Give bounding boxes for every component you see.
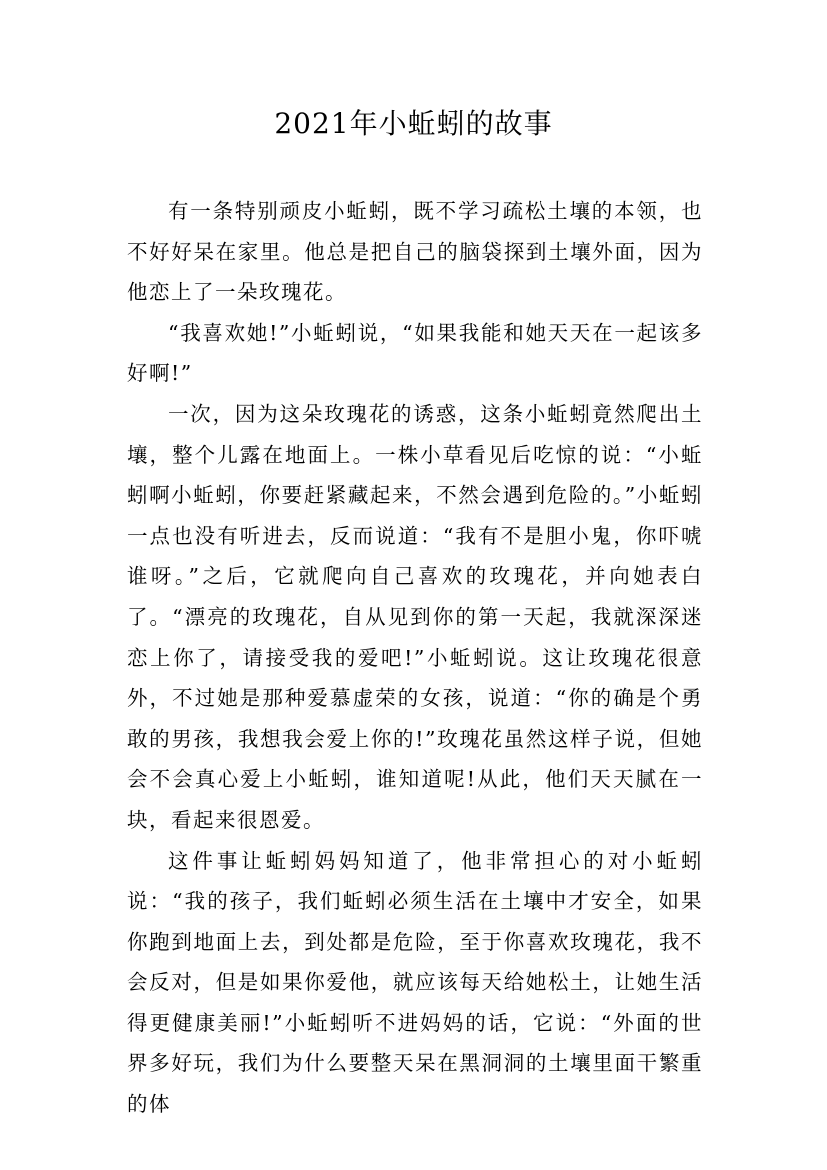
paragraph-1: 有一条特别顽皮小蚯蚓，既不学习疏松土壤的本领，也不好好呆在家里。他总是把自己的脑袋探到土壤外面，因为他恋上了一朵玫瑰花。 [127,199,703,305]
paragraph-3: 一次，因为这朵玫瑰花的诱惑，这条小蚯蚓竟然爬出土壤，整个儿露在地面上。一株小草看见后吃惊的说：“小蚯蚓啊小蚯蚓，你要赶紧藏起来，不然会遇到危险的。”小蚯蚓一点也没有听进去，反而说道：“我有不是胆小鬼，你吓唬谁呀。”之后，它就爬向自己喜欢的玫瑰花，并向她表白了。“漂亮的玫瑰花，自从见到你的第一天起，我就深深迷恋上你了，请接受我的爱吧!”小蚯蚓说。这让玫瑰花很意外，不过她是那种爱慕虚荣的女孩，说道：“你的确是个勇敢的男孩，我想我会爱上你的!”玫瑰花虽然这样子说，但她会不会真心爱上小蚯蚓，谁知道呢!从此，他们天天腻在一块，看起来很恩爱。 [127,401,703,832]
paragraph-4: 这件事让蚯蚓妈妈知道了，他非常担心的对小蚯蚓说：“我的孩子，我们蚯蚓必须生活在土壤中才安全，如果你跑到地面上去，到处都是危险，至于你喜欢玫瑰花，我不会反对，但是如果你爱他，就应该每天给她松土，让她生活得更健康美丽!”小蚯蚓听不进妈妈的话，它说：“外面的世界多好玩，我们为什么要整天呆在黑洞洞的土壤里面干繁重的体 [127,848,703,1117]
document-body [127,191,703,1125]
paragraph-2: “我喜欢她!”小蚯蚓说，“如果我能和她天天在一起该多好啊!” [127,320,703,386]
document-title: 2021年小蚯蚓的故事 [274,107,553,140]
